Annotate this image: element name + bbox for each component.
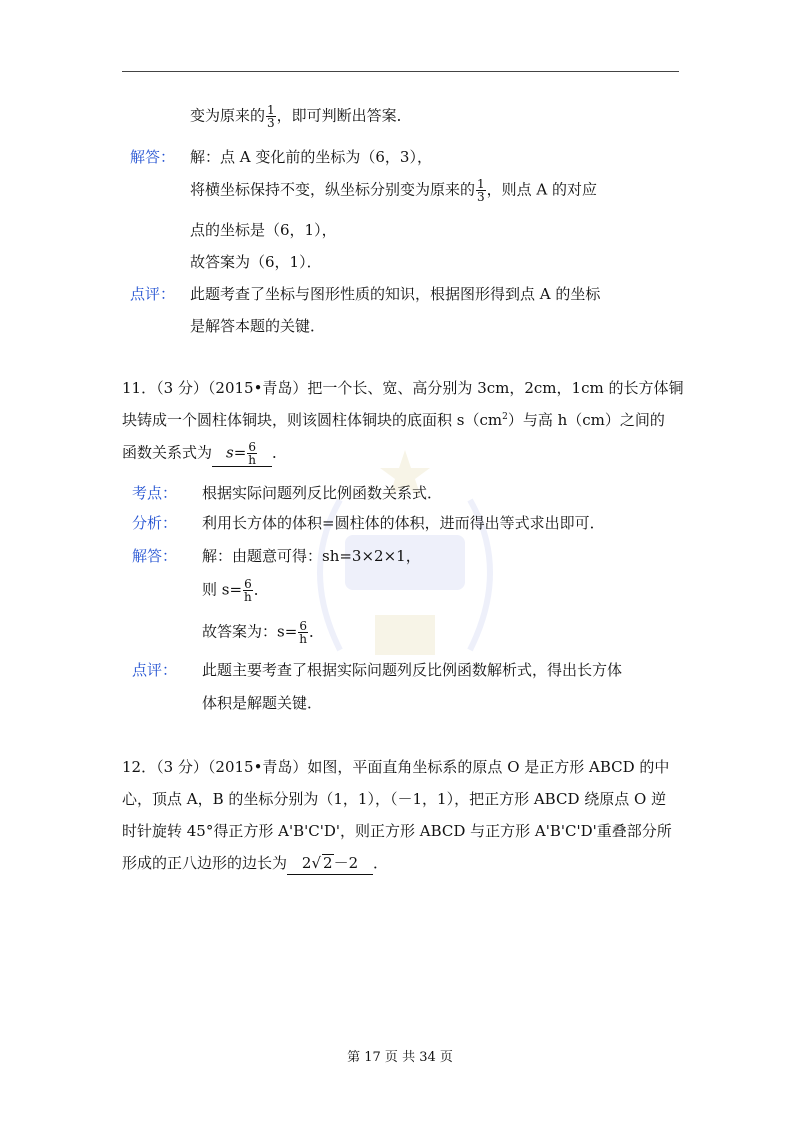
question-12-line: 心，顶点 A，B 的坐标分别为（1，1），（－1，1），把正方形 ABCD 绕原点 O 逆	[122, 790, 667, 808]
answer-line: 解：点 A 变化前的坐标为（6，3），	[190, 148, 432, 166]
answer-blank: s= $\frac{6}{h}$	[212, 441, 272, 467]
answer-line: 则 s= $\frac{6}{h}$ ．	[202, 577, 269, 604]
question-12-line: 时针旋转 45°得正方形 A'B'C'D'，则正方形 ABCD 与正方形 A'B'C'D'重叠部分所	[122, 822, 672, 840]
fraction: $\frac{6}{h}$	[248, 440, 257, 467]
question-11-line: 11．（3 分）（2015•青岛）把一个长、宽、高分别为 3cm，2cm，1cm 的长方体铜	[122, 379, 684, 397]
answer-line: 故答案为：s= $\frac{6}{h}$ ．	[202, 619, 325, 646]
analysis-continuation: 变为原来的 $\frac{1}{3}$ ，即可判断出答案．	[190, 103, 412, 130]
page-footer: 第 17 页 共 34 页	[347, 1050, 453, 1065]
header-rule	[122, 71, 679, 72]
fraction: $\frac{6}{h}$	[244, 577, 252, 604]
fraction: $\frac{1}{3}$	[477, 177, 485, 204]
answer-line: 故答案为（6，1）．	[190, 253, 322, 271]
analysis-label: 分析：	[132, 514, 178, 532]
question-11-line: 块铸成一个圆柱体铜块，则该圆柱体铜块的底面积 $s(cm^2)$与高 h（cm）之间的	[122, 411, 665, 429]
question-11-line: 函数关系式为 s= $\frac{6}{h}$ ．	[122, 440, 288, 467]
comment-label: 点评：	[130, 285, 176, 303]
question-12-line: 12．（3 分）（2015•青岛）如图，平面直角坐标系的原点 O 是正方形 ABCD 的中	[122, 758, 670, 776]
topic-text: 根据实际问题列反比例函数关系式．	[202, 484, 443, 502]
fraction: $\frac{6}{h}$	[299, 619, 308, 646]
comment-line: 是解答本题的关键．	[190, 317, 326, 335]
answer-label: 解答：	[132, 547, 178, 565]
answer-blank: 2√ 2－2	[287, 852, 373, 875]
topic-label: 考点：	[132, 484, 178, 502]
answer-line: 将横坐标保持不变，纵坐标分别变为原来的 $\frac{1}{3}$ ，则点 A 的对应	[190, 177, 598, 204]
fraction: $\frac{1}{3}$	[267, 103, 275, 130]
comment-line: 体积是解题关键．	[202, 694, 323, 712]
comment-line: 此题考查了坐标与图形性质的知识，根据图形得到点 A 的坐标	[190, 285, 601, 303]
question-12-line: 形成的正八边形的边长为 2√ 2－2 ．	[122, 852, 388, 875]
comment-label: 点评：	[132, 661, 178, 679]
answer-line: 解：由题意可得：sh=3×2×1，	[202, 547, 421, 565]
answer-label: 解答：	[130, 148, 176, 166]
comment-line: 此题主要考查了根据实际问题列反比例函数解析式，得出长方体	[202, 661, 623, 679]
answer-line: 点的坐标是（6，1），	[190, 221, 337, 239]
analysis-text: 利用长方体的体积=圆柱体的体积，进而得出等式求出即可．	[202, 514, 605, 532]
